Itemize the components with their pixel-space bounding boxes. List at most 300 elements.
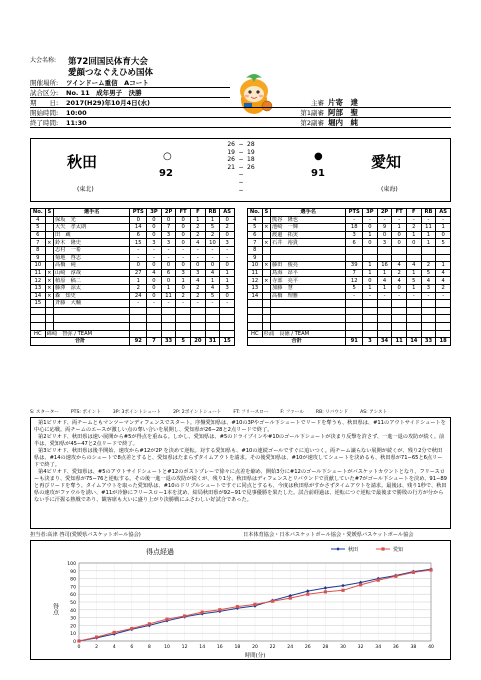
table-cell [377, 300, 392, 308]
table-cell: 1 [392, 224, 407, 232]
meet-name: 第72回国民体育大会 [68, 57, 148, 67]
table-row [31, 224, 235, 232]
table-row [248, 262, 451, 270]
table-cell: 寺部 亮平 [271, 277, 346, 285]
table-cell [220, 307, 235, 315]
table-cell: - [191, 246, 206, 254]
table-cell: - [421, 216, 436, 224]
table-row [31, 322, 235, 330]
table-cell [248, 322, 263, 330]
chart-title: 得点経過 [146, 548, 174, 556]
y-tick-label: 50 [70, 601, 76, 606]
coach-label: HC [248, 330, 263, 338]
table-cell: 0 [147, 262, 162, 270]
data-point [324, 590, 327, 593]
table-cell: - [205, 254, 220, 262]
table-cell [176, 322, 191, 330]
column-header: 2P [377, 209, 392, 217]
table-cell: 鳥海 昂平 [271, 269, 346, 277]
table-cell [271, 254, 346, 262]
table-cell [346, 254, 363, 262]
table-cell [363, 322, 378, 330]
table-cell: 4 [191, 239, 206, 247]
table-cell: 0 [161, 262, 176, 270]
table-cell [363, 330, 378, 338]
table-cell: - [421, 292, 436, 300]
table-cell: 5 [248, 224, 263, 232]
table-cell: 4 [421, 277, 436, 285]
column-header: AS [220, 209, 235, 217]
table-cell: 2 [191, 224, 206, 232]
data-point [359, 583, 362, 586]
table-cell: 1 [176, 277, 191, 285]
table-cell: 4 [147, 269, 162, 277]
table-row [31, 239, 235, 247]
table-cell: 1 [436, 224, 451, 232]
table-cell: 2 [406, 224, 421, 232]
table-cell [248, 307, 263, 315]
table-cell [161, 322, 176, 330]
table-cell [31, 315, 46, 323]
table-cell: 9 [31, 254, 46, 262]
table-cell [262, 292, 270, 300]
total-cell: 20 [191, 338, 206, 346]
table-cell: × [264, 239, 269, 246]
data-point [218, 608, 221, 611]
table-cell: - [161, 254, 176, 262]
table-cell [176, 307, 191, 315]
period-dash: − [238, 156, 244, 164]
table-cell: 3 [191, 269, 206, 277]
table-cell [130, 330, 147, 338]
table-row [248, 307, 451, 315]
total-cell: 11 [392, 338, 407, 346]
column-header: PTS [130, 209, 147, 217]
table-cell [191, 315, 206, 323]
table-cell: 15 [130, 239, 147, 247]
table-cell: 0 [147, 216, 162, 224]
table-cell: 1 [436, 262, 451, 270]
table-cell: 7 [346, 269, 363, 277]
table-cell [363, 246, 378, 254]
y-tick-label: 80 [70, 577, 76, 583]
table-cell: - [191, 254, 206, 262]
table-cell [406, 330, 421, 338]
table-cell: 9 [248, 254, 263, 262]
table-cell [392, 322, 407, 330]
table-cell: 12 [248, 277, 263, 285]
x-tick-label: 12 [181, 645, 188, 650]
umpire-1: 第1副審 阿部 聖 [300, 108, 358, 117]
column-header: 2P [161, 209, 176, 217]
table-cell [436, 300, 451, 308]
table-cell [262, 216, 270, 224]
table-cell: × [47, 269, 52, 276]
table-row [31, 284, 235, 292]
away-team-region: (東海) [381, 186, 398, 193]
data-point [95, 636, 98, 639]
table-cell [220, 315, 235, 323]
table-cell [406, 246, 421, 254]
table-cell: 0 [176, 231, 191, 239]
away-team-name: 愛知 [371, 153, 402, 171]
table-cell: - [406, 292, 421, 300]
x-tick-label: 30 [340, 645, 346, 650]
table-cell: 菊地 啓志 [54, 254, 130, 262]
table-cell: 山崎 淳哉 [54, 269, 130, 277]
table-cell [392, 330, 407, 338]
table-cell: 藤田 俊亮 [271, 262, 346, 270]
table-cell: 0 [220, 262, 235, 270]
column-header: FT [392, 209, 407, 217]
table-cell [363, 307, 378, 315]
data-point [148, 622, 151, 625]
table-row [248, 254, 451, 262]
reporter: 担当者:高津 啓司(愛媛県バスケットボール協会) [30, 532, 141, 538]
legend-item: S: スターター [30, 410, 59, 415]
coach-name: 杉浦 良徳 / TEAM [262, 330, 346, 338]
legend-item: FT: フリースロー [233, 410, 269, 415]
x-tick-label: 6 [130, 645, 134, 650]
column-header: 3P [147, 209, 162, 217]
table-cell: 2 [220, 224, 235, 232]
table-cell: 2 [436, 284, 451, 292]
data-point [289, 597, 292, 600]
away-lose-mark: ● [314, 151, 323, 162]
table-cell [45, 216, 53, 224]
chart-svg [31, 541, 452, 661]
table-cell: 0 [176, 284, 191, 292]
total-cell: 33 [421, 338, 436, 346]
table-cell [392, 246, 407, 254]
table-cell: 0 [377, 231, 392, 239]
table-cell: - [346, 216, 363, 224]
organizations: 日本体育協会・日本バスケットボール協会・愛媛県バスケットボール協会 [243, 532, 414, 538]
data-point [341, 589, 344, 592]
table-cell: 1 [363, 269, 378, 277]
table-cell: 1 [363, 284, 378, 292]
column-header: 3P [363, 209, 378, 217]
table-cell: 5 [421, 269, 436, 277]
table-cell: - [130, 300, 147, 308]
table-cell [220, 322, 235, 330]
table-cell: 2 [176, 292, 191, 300]
table-cell: 0 [161, 216, 176, 224]
table-cell [191, 307, 206, 315]
table-cell [262, 231, 270, 239]
table-cell [377, 246, 392, 254]
table-cell [436, 330, 451, 338]
coach-row [31, 330, 235, 338]
table-cell: 0 [176, 262, 191, 270]
total-cell: 15 [220, 338, 235, 346]
table-cell: 池崎 一輝 [271, 224, 346, 232]
period-row [217, 164, 267, 172]
table-cell: 田 蔵 [54, 231, 130, 239]
table-cell [262, 322, 270, 330]
table-cell: 石井 裕貴 [271, 239, 346, 247]
table-cell [271, 307, 346, 315]
total-row [248, 338, 451, 346]
table-cell: - [392, 216, 407, 224]
table-cell [363, 315, 378, 323]
column-header: S [262, 209, 270, 217]
table-cell [147, 322, 162, 330]
table-cell: 3 [346, 231, 363, 239]
legend-item: 3P: 3ポイントシュート [112, 410, 162, 415]
table-cell: 0 [363, 224, 378, 232]
data-point [165, 618, 168, 621]
table-cell [54, 315, 130, 323]
total-cell: 5 [176, 338, 191, 346]
table-cell: 熊谷 隆也 [271, 216, 346, 224]
y-tick-label: 40 [70, 608, 76, 614]
table-cell: 16 [377, 262, 392, 270]
table-cell: 4 [406, 262, 421, 270]
away-score: 91 [311, 168, 325, 179]
table-cell: 7 [248, 239, 263, 247]
total-cell: 7 [147, 338, 162, 346]
table-cell [271, 246, 346, 254]
table-cell: 6 [346, 239, 363, 247]
table-cell: 0 [191, 262, 206, 270]
table-cell: 1 [363, 231, 378, 239]
data-point [429, 568, 432, 571]
table-row [248, 292, 451, 300]
period-scores [217, 141, 267, 194]
table-cell: 6 [161, 269, 176, 277]
table-cell [392, 254, 407, 262]
table-cell: - [176, 300, 191, 308]
table-cell: 4 [436, 269, 451, 277]
table-cell: 27 [130, 269, 147, 277]
table-cell: - [147, 254, 162, 262]
table-cell: - [161, 300, 176, 308]
date-row: 期 日: 2017(H29)年10月4日(水) [30, 99, 151, 107]
table-cell: 0 [363, 277, 378, 285]
table-cell: 0 [147, 277, 162, 285]
column-header: 選手名 [54, 209, 130, 217]
table-cell [392, 315, 407, 323]
table-cell [130, 315, 147, 323]
table-row [31, 307, 235, 315]
table-cell: 11 [161, 292, 176, 300]
period-home-score: 26 [227, 156, 235, 164]
table-cell: 1 [406, 231, 421, 239]
x-tick-label: 20 [252, 645, 258, 650]
table-cell [346, 330, 363, 338]
table-cell [271, 315, 346, 323]
table-cell: 保坂 光 [54, 216, 130, 224]
table-row [31, 231, 235, 239]
table-cell [31, 322, 46, 330]
table-cell [377, 315, 392, 323]
table-cell [421, 322, 436, 330]
table-cell: - [147, 246, 162, 254]
table-cell: - [161, 246, 176, 254]
home-team-region: (東北) [77, 186, 94, 193]
mascot-image [232, 70, 276, 118]
legend-item: PTS: ポイント [70, 410, 101, 415]
table-header [248, 209, 451, 217]
table-cell: - [363, 292, 378, 300]
total-cell: 34 [377, 338, 392, 346]
period-row [217, 141, 267, 149]
table-cell [248, 315, 263, 323]
table-cell [205, 322, 220, 330]
table-cell: 0 [147, 292, 162, 300]
table-cell: - [191, 300, 206, 308]
table-cell: 11 [421, 224, 436, 232]
table-row [248, 300, 451, 308]
table-cell: 森 知史 [54, 292, 130, 300]
summary-paragraph: 第2ピリオド、秋田県は速い展開から#5が得点を重ねる。しかし、愛知県は、#5のドライブインや#10のゴール下シュートが決まり反撃を許さず、一進一退の攻防が続く。前半は、愛知県が45−47と2点リードで終了。 [34, 434, 445, 447]
x-tick-label: 2 [95, 645, 99, 650]
table-cell [161, 330, 176, 338]
table-cell: 4 [205, 269, 220, 277]
data-point [306, 593, 309, 596]
home-player-table [30, 208, 235, 346]
table-cell [346, 315, 363, 323]
data-point [324, 586, 328, 590]
table-cell: 8 [248, 246, 263, 254]
table-cell: 13 [248, 284, 263, 292]
period-row [217, 156, 267, 164]
table-cell [262, 307, 270, 315]
meet-subname: 愛顔つなぐえひめ国体 [68, 68, 154, 78]
legend-item: AS: アシスト [360, 410, 388, 415]
table-cell: 3 [147, 239, 162, 247]
table-cell: 0 [161, 277, 176, 285]
table-cell: 1 [130, 277, 147, 285]
game-summary [30, 417, 451, 529]
score-progress-chart [30, 540, 451, 660]
table-cell: × [264, 262, 269, 269]
home-win-mark: ○ [163, 151, 172, 162]
table-cell: - [346, 292, 363, 300]
legend-item: RB: リバウンド [315, 410, 349, 415]
table-cell [191, 330, 206, 338]
period-home-score: 26 [227, 141, 235, 148]
table-cell: 39 [346, 262, 363, 270]
data-point [341, 584, 345, 588]
y-tick-label: 10 [70, 632, 76, 638]
period-row [217, 187, 267, 195]
table-cell: 0 [406, 239, 421, 247]
summary-paragraph: 第4ピリオド、愛知県は、#5のアウトサイドシュートと#12のポストプレーで徐々に点差を縮め、開始3分に#12のゴール下シュートがバスケットカウントとなり、フリースローも決まり、愛知県が75−76と逆転する。その後一進一退の攻防が続くが、残り1分、秋田県はディフェンスとリバウンドで貢献していた#7がゴール下シュートを決め、91−89と再びリードを奪う。タイムアウトを取った愛知県は、#10のドリブルシュートですぐに同点とするも、今度は秋田県がすかさずタイムアウトを請求。最後は、残り1秒で、秋田県の速攻がファウルを誘い、#11が冷静にフリースロー1本を沈め、結局秋田県が92−91で見事優勝を果たした。試合前経過は、逆転につぐ逆転で最後まで勝敗の行方が分からない手に汗握る熱戦であり、観客席も大いに盛り上がり決勝戦にふさわしい好試合であった。 [34, 469, 447, 503]
table-row [248, 231, 451, 239]
x-tick-label: 38 [410, 645, 417, 650]
table-cell: 14 [130, 224, 147, 232]
table-header [31, 209, 235, 217]
x-tick-label: 40 [428, 645, 434, 650]
total-cell: 14 [406, 338, 421, 346]
table-cell [377, 322, 392, 330]
end-row: 終了時間: 11:30 [30, 119, 87, 127]
table-cell [130, 307, 147, 315]
data-point [201, 611, 204, 614]
period-dash: − [238, 148, 244, 156]
data-point [130, 627, 133, 630]
table-cell: - [377, 216, 392, 224]
x-tick-label: 28 [322, 645, 329, 650]
table-cell [421, 254, 436, 262]
x-tick-label: 32 [357, 645, 364, 650]
summary-paragraph: 第1ピリオド、両チームともマンツーマンディフェンスでスタート。序盤愛知県は、#10の3Pやゴール下シュートでリードを奪うも、秋田県は、#11のアウトサイドシュートを中心に応戦。両チームのエースが激しい点の奪い合いを展開し、愛知県が26−28と2点リードで終了。 [34, 420, 446, 433]
column-header: FT [176, 209, 191, 217]
table-cell: - [147, 300, 162, 308]
table-cell: 10 [248, 262, 263, 270]
table-cell: 5 [406, 277, 421, 285]
table-cell: 6 [130, 231, 147, 239]
table-cell: - [363, 216, 378, 224]
x-tick-label: 34 [375, 645, 382, 650]
table-cell: 0 [220, 292, 235, 300]
period-away-score: 28 [247, 141, 255, 148]
table-cell: 4 [392, 262, 407, 270]
table-cell: 1 [191, 216, 206, 224]
table-cell: 15 [31, 300, 46, 308]
table-cell: 3 [220, 284, 235, 292]
period-away-score: 19 [247, 148, 255, 156]
period-dash: − [238, 186, 244, 194]
table-cell: 0 [392, 239, 407, 247]
table-cell [31, 307, 46, 315]
table-cell [363, 300, 378, 308]
period-away-score: 18 [247, 156, 255, 164]
table-cell [262, 284, 270, 292]
table-cell: 24 [130, 292, 147, 300]
table-row [31, 315, 235, 323]
table-cell: × [264, 224, 269, 231]
table-cell: 2 [130, 284, 147, 292]
total-label: 合計 [31, 338, 130, 346]
home-score: 92 [159, 168, 173, 179]
table-cell [406, 254, 421, 262]
table-cell [271, 300, 346, 308]
table-cell: 11 [31, 269, 46, 277]
x-tick-label: 36 [392, 645, 399, 650]
table-cell: 1 [421, 231, 436, 239]
y-tick-label: 20 [70, 624, 76, 630]
x-tick-label: 14 [199, 645, 206, 650]
table-cell: 2 [191, 284, 206, 292]
table-cell [205, 307, 220, 315]
table-row [248, 315, 451, 323]
total-row [31, 338, 235, 346]
table-row [248, 246, 451, 254]
x-tick-label: 10 [164, 645, 170, 650]
table-row [248, 284, 451, 292]
table-cell [45, 246, 53, 254]
table-cell: 0 [205, 262, 220, 270]
table-cell: 0 [392, 231, 407, 239]
start-row: 開始時間: 10:00 [30, 109, 87, 117]
total-cell: 3 [363, 338, 378, 346]
table-cell [130, 322, 147, 330]
column-header: AS [436, 209, 451, 217]
table-cell [392, 307, 407, 315]
table-cell: 10 [31, 262, 46, 270]
table-cell: - [220, 246, 235, 254]
table-cell: 2 [392, 269, 407, 277]
summary-paragraph: 第3ピリオド、秋田県は後半開始、速攻から#12が2P を決めて逆転。対する愛知県も、#10の連続ゴールですぐに追いつく。両チーム譲らない展開が続くが、残り2分で秋田県は、#14の速攻からのシュートで8点差とすると、愛知県はたまらずタイムアウトを請求。その後愛知県は、#10が速攻してシュートを決めるも、秋田県が71−65と6点リードで終了。 [34, 448, 443, 468]
table-cell: 0 [147, 231, 162, 239]
table-cell [262, 246, 270, 254]
game-row: 試合区分: No. 11 成年男子 決勝 [30, 89, 142, 97]
legend-item: 2P: 2ポイントシュート [173, 410, 222, 415]
table-cell [377, 254, 392, 262]
